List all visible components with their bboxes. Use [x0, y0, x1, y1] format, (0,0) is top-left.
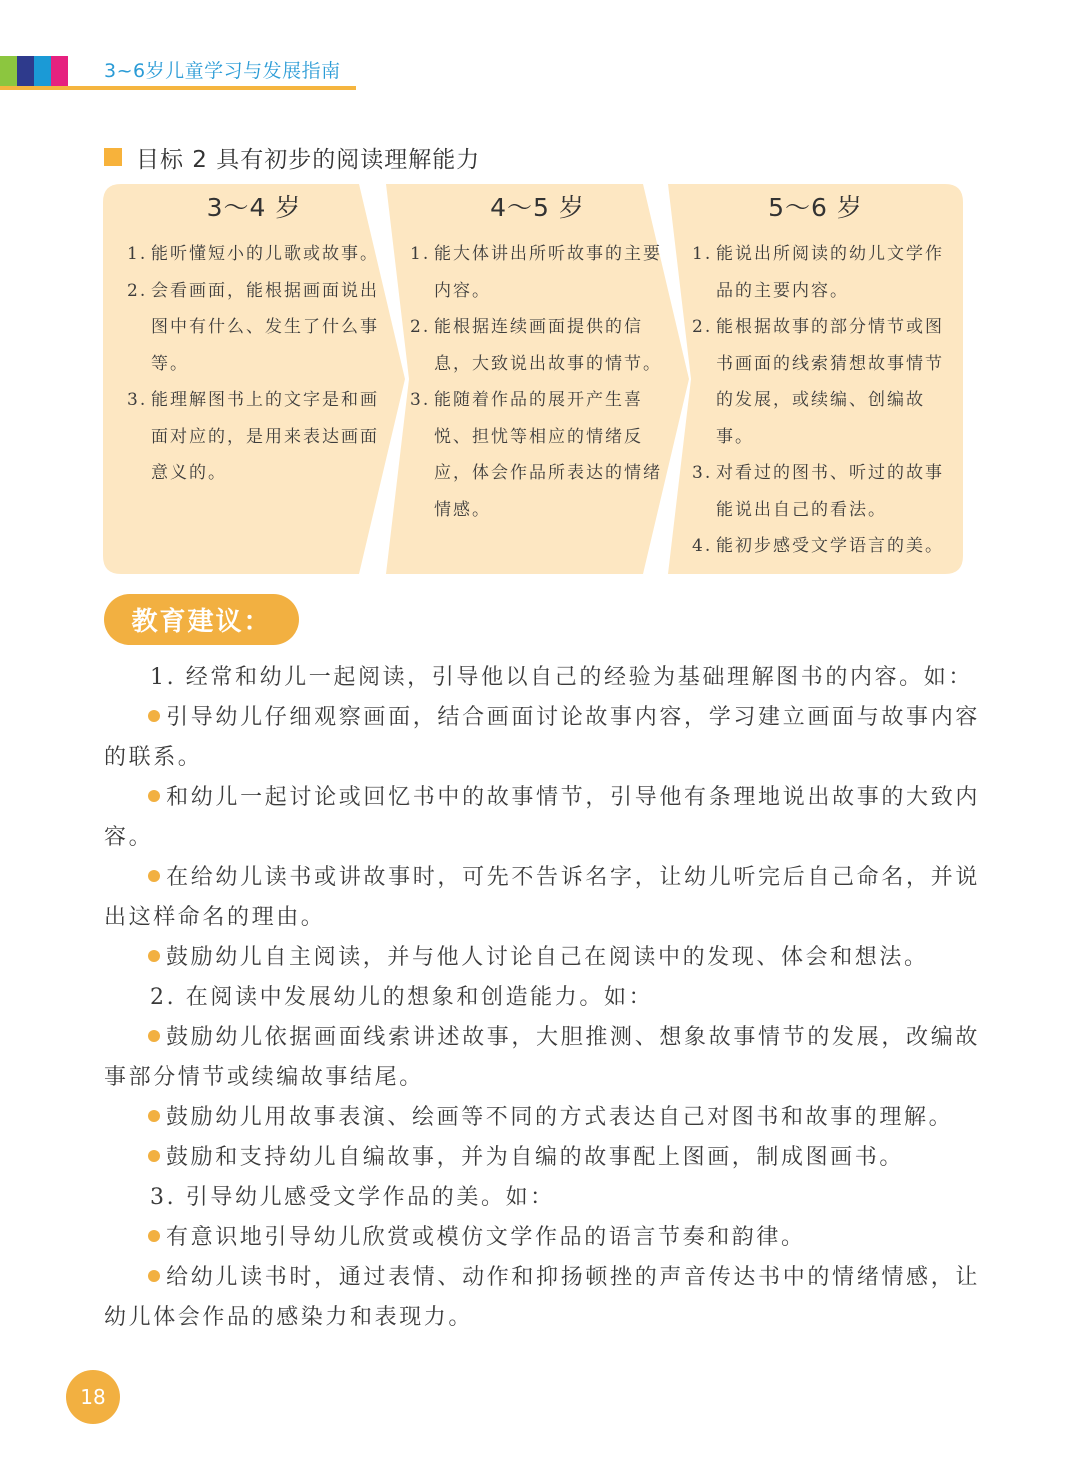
- suggestion-heading-3: 3. 引导幼儿感受文学作品的美。如：: [150, 1185, 555, 1210]
- suggestion-bullet-text: 给幼儿读书时，通过表情、动作和抑扬顿挫的声音传达书中的情绪情感，让幼儿体会作品的感染力和表现力。: [104, 1265, 980, 1330]
- age-card-list: [410, 236, 671, 528]
- bullet-dot-icon: [148, 1030, 160, 1042]
- goal-title: 目标 2 具有初步的阅读理解能力: [136, 146, 481, 173]
- bullet-dot-icon: [148, 950, 160, 962]
- bullet-dot-icon: [148, 710, 160, 722]
- color-bar-green: [0, 56, 17, 86]
- bullet-dot-icon: [148, 1230, 160, 1242]
- bullet-dot-icon: [148, 870, 160, 882]
- suggestion-bullets-3: [104, 1218, 980, 1338]
- item-text: 能大体讲出所听故事的主要内容。: [434, 244, 662, 301]
- suggestion-bullet: [104, 1098, 980, 1138]
- item-text: 能说出所阅读的幼儿文学作品的主要内容。: [716, 244, 944, 301]
- item-number: 1.: [127, 244, 148, 264]
- suggestion-bullet: [104, 1138, 980, 1178]
- suggestion-bullet-text: 鼓励幼儿依据画面线索讲述故事，大胆推测、想象故事情节的发展，改编故事部分情节或续编故事结尾。: [104, 1025, 980, 1090]
- item-number: 2.: [692, 317, 713, 337]
- page-number: 18: [66, 1370, 120, 1424]
- suggestion-bullet: [104, 778, 980, 858]
- suggestion-bullet-text: 鼓励幼儿自主阅读，并与他人讨论自己在阅读中的发现、体会和想法。: [166, 945, 929, 970]
- item-number: 3.: [410, 390, 431, 410]
- item-number: 2.: [410, 317, 431, 337]
- suggestion-bullet-text: 引导幼儿仔细观察画面，结合画面讨论故事内容，学习建立画面与故事内容的联系。: [104, 705, 980, 770]
- color-bar-blue: [34, 56, 51, 86]
- item-number: 1.: [410, 244, 431, 264]
- age-card-item: [127, 382, 387, 492]
- item-text: 会看画面，能根据画面说出图中有什么、发生了什么事等。: [151, 280, 379, 374]
- item-text: 对看过的图书、听过的故事能说出自己的看法。: [716, 463, 944, 520]
- suggestions-body: [104, 658, 980, 1338]
- item-text: 能根据故事的部分情节或图书画面的线索猜想故事情节的发展，或续编、创编故事。: [716, 317, 944, 447]
- age-card-title: 3～4 岁: [206, 193, 302, 222]
- suggestion-bullet: [104, 1258, 980, 1338]
- item-number: 1.: [692, 244, 713, 264]
- age-card-item: [692, 455, 945, 528]
- age-card-item: [692, 528, 945, 565]
- age-card-5-6: [668, 184, 963, 574]
- suggestion-bullet: [104, 1018, 980, 1098]
- item-text: 能听懂短小的儿歌或故事。: [151, 244, 379, 264]
- age-card-3-4: [103, 184, 405, 574]
- suggestion-bullet: [104, 698, 980, 778]
- suggestion-bullet-text: 鼓励幼儿用故事表演、绘画等不同的方式表达自己对图书和故事的理解。: [166, 1105, 954, 1130]
- item-number: 3.: [692, 463, 713, 483]
- age-card-item: [692, 236, 945, 309]
- suggestion-bullet-text: 和幼儿一起讨论或回忆书中的故事情节，引导他有条理地说出故事的大致内容。: [104, 785, 980, 850]
- age-card-title: 5～6 岁: [768, 193, 863, 222]
- suggestion-bullet-text: 鼓励和支持幼儿自编故事，并为自编的故事配上图画，制成图画书。: [166, 1145, 905, 1170]
- item-number: 2.: [127, 280, 148, 301]
- bullet-dot-icon: [148, 1110, 160, 1122]
- bullet-dot-icon: [148, 790, 160, 802]
- suggestion-heading-1: 1. 经常和幼儿一起阅读，引导他以自己的经验为基础理解图书的内容。如：: [150, 665, 973, 690]
- education-suggestions-label: 教育建议：: [104, 594, 299, 645]
- bullet-dot-icon: [148, 1270, 160, 1282]
- item-number: 3.: [127, 390, 148, 410]
- color-bar-navy: [17, 56, 34, 86]
- suggestion-bullets-1: [104, 698, 980, 978]
- suggestion-bullet: [104, 938, 980, 978]
- age-card-item: [410, 382, 671, 528]
- age-card-item: [410, 309, 671, 382]
- goal-heading: [104, 140, 480, 174]
- age-card-title: 4～5 岁: [490, 193, 585, 222]
- age-card-4-5: [386, 184, 689, 574]
- item-text: 能随着作品的展开产生喜悦、担忧等相应的情绪反应，体会作品所表达的情绪情感。: [434, 390, 662, 520]
- header-title: 3~6岁儿童学习与发展指南: [104, 60, 341, 82]
- color-bar-pink: [51, 56, 68, 86]
- square-bullet-icon: [104, 148, 122, 166]
- suggestion-bullet-text: 在给幼儿读书或讲故事时，可先不告诉名字，让幼儿听完后自己命名，并说出这样命名的理由。: [104, 865, 980, 930]
- suggestion-heading-2: 2. 在阅读中发展幼儿的想象和创造能力。如：: [150, 985, 654, 1010]
- age-card-item: [127, 273, 387, 383]
- age-card-item: [127, 236, 387, 273]
- suggestion-bullet: [104, 1218, 980, 1258]
- header-color-bars: [0, 56, 68, 86]
- item-text: 能根据连续画面提供的信息，大致说出故事的情节。: [434, 317, 662, 374]
- running-header: [0, 52, 360, 92]
- age-card-list: [127, 236, 387, 492]
- suggestion-bullet: [104, 858, 980, 938]
- suggestion-bullets-2: [104, 1018, 980, 1178]
- age-card-item: [410, 236, 671, 309]
- item-number: 4.: [692, 536, 713, 556]
- item-text: 能理解图书上的文字是和画面对应的，是用来表达画面意义的。: [151, 390, 379, 483]
- suggestion-bullet-text: 有意识地引导幼儿欣赏或模仿文学作品的语言节奏和韵律。: [166, 1225, 806, 1250]
- header-rule: [0, 86, 356, 90]
- item-text: 能初步感受文学语言的美。: [716, 536, 944, 556]
- age-card-item: [692, 309, 945, 455]
- bullet-dot-icon: [148, 1150, 160, 1162]
- age-card-list: [692, 236, 945, 565]
